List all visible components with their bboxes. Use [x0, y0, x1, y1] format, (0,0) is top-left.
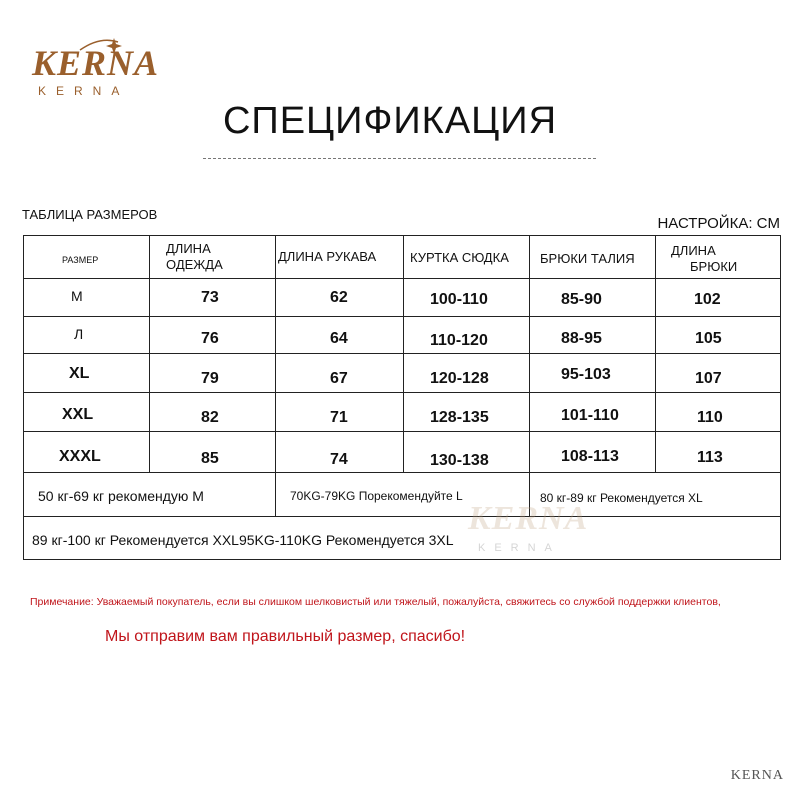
row-xxxl-length: 85 — [201, 450, 219, 467]
row-xxl-bust: 128-135 — [430, 409, 489, 426]
col-divider — [275, 236, 276, 516]
header-length-line2: ОДЕЖДА — [166, 257, 223, 272]
row-l-pants: 105 — [695, 330, 722, 347]
row-xxxl-waist: 108-113 — [561, 448, 619, 465]
row-m-pants: 102 — [694, 291, 721, 308]
thanks-note: Мы отправим вам правильный размер, спасибо! — [105, 628, 466, 645]
table-label: ТАБЛИЦА РАЗМЕРОВ — [22, 207, 158, 222]
row-l-size: Л — [74, 326, 84, 342]
col-divider — [655, 236, 656, 472]
row-xxxl-pants: 113 — [697, 449, 723, 466]
recommendation-l: 70KG-79KG Порекомендуйте L — [290, 489, 463, 503]
row-l-bust: 110-120 — [430, 332, 488, 349]
row-m-length: 73 — [201, 289, 219, 306]
unit-label: НАСТРОЙКА: CM — [657, 215, 780, 232]
title-divider — [203, 158, 596, 159]
row-m-waist: 85-90 — [561, 291, 602, 308]
row-l-waist: 88-95 — [561, 330, 602, 347]
header-bust: КУРТКА СЮДКА — [410, 250, 509, 265]
row-m-size: M — [71, 288, 83, 304]
row-m-sleeve: 62 — [330, 289, 348, 306]
page-title: СПЕЦИФИКАЦИЯ — [222, 100, 558, 142]
row-xl-size: XL — [69, 365, 90, 382]
row-divider — [24, 278, 780, 279]
row-m-bust: 100-110 — [430, 291, 488, 308]
row-l-sleeve: 64 — [330, 330, 348, 347]
row-xl-sleeve: 67 — [330, 370, 348, 387]
row-xl-length: 79 — [201, 370, 219, 387]
recommendation-m: 50 кг-69 кг рекомендую M — [38, 488, 204, 504]
brand-logo — [30, 32, 160, 102]
header-sleeve: ДЛИНА РУКАВА — [278, 249, 377, 264]
row-divider — [24, 316, 780, 317]
recommendation-xxl-3xl: 89 кг-100 кг Рекомендуется XXL95KG-110KG Рекомендуется 3XL — [32, 532, 454, 548]
header-size: РАЗМЕР — [62, 255, 99, 265]
col-divider — [529, 236, 530, 516]
row-xxxl-sleeve: 74 — [330, 451, 348, 468]
header-length-line1: ДЛИНА — [166, 241, 211, 256]
row-divider — [24, 431, 780, 432]
row-xl-pants: 107 — [695, 370, 722, 387]
row-xxl-waist: 101-110 — [561, 407, 619, 424]
row-xxl-pants: 110 — [697, 409, 723, 426]
row-divider — [24, 353, 780, 354]
corner-watermark: KERNA — [730, 768, 784, 783]
customer-note: Примечание: Уважаемый покупатель, если вы слишком шелковистый или тяжелый, пожалуйста, свяжитесь со службой поддержки клиентов, — [30, 596, 721, 608]
row-xxxl-size: XXXL — [59, 448, 101, 465]
row-xxl-sleeve: 71 — [330, 409, 348, 426]
watermark-subtitle: KERNA — [478, 542, 561, 554]
recommendation-xl: 80 кг-89 кг Рекомендуется XL — [540, 491, 703, 505]
watermark-logo: KERNA — [468, 500, 589, 537]
row-xxxl-bust: 130-138 — [430, 452, 489, 469]
row-divider — [24, 472, 780, 473]
col-divider — [403, 236, 404, 472]
row-xxl-size: XXL — [62, 406, 94, 423]
brand-subtitle: KERNA — [38, 84, 130, 98]
row-l-length: 76 — [201, 330, 219, 347]
row-divider — [24, 392, 780, 393]
row-xl-waist: 95-103 — [561, 366, 611, 383]
header-pants-line1: ДЛИНА — [671, 243, 716, 258]
brand-name: KERNA — [32, 43, 160, 83]
header-waist: БРЮКИ ТАЛИЯ — [540, 251, 635, 266]
size-table — [23, 235, 781, 560]
col-divider — [149, 236, 150, 472]
row-xl-bust: 120-128 — [430, 370, 489, 387]
header-pants-line2: БРЮКИ — [690, 259, 738, 274]
row-divider — [24, 516, 780, 517]
row-xxl-length: 82 — [201, 409, 219, 426]
